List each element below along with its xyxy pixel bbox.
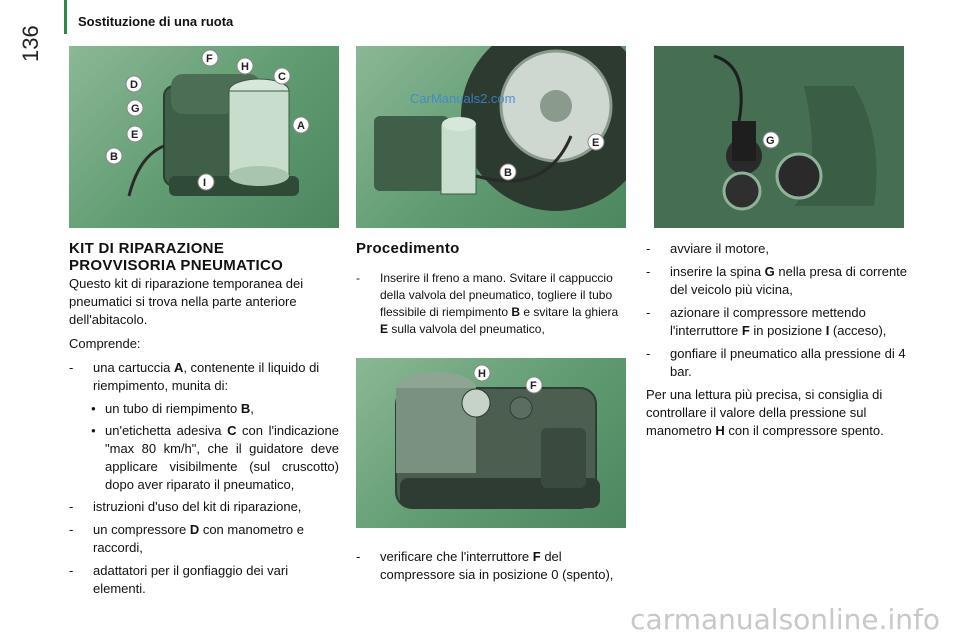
socket-drawing [654, 46, 904, 228]
compressor-closeup-illustration [356, 358, 626, 528]
procedure-heading: Procedimento [356, 240, 460, 257]
label-b: B [504, 167, 512, 179]
list-item: - una cartuccia A, contenente il liquido di riempimento, munita di: [69, 359, 339, 395]
compressor-drawing [356, 358, 626, 528]
label-i: I [203, 177, 207, 189]
power-socket-illustration [654, 46, 904, 228]
label-f: F [530, 380, 537, 392]
procedure-step: - gonfiare il pneumatico alla pressione di 4 bar. [646, 345, 908, 381]
label-c: C [278, 71, 286, 83]
list-item: - un compressore D con manometro e raccordi, [69, 521, 339, 557]
procedure-column-lower [356, 548, 628, 589]
wheel-drawing [356, 46, 626, 228]
label-e: E [592, 137, 600, 149]
page-number: 136 [18, 25, 43, 62]
watermark: carmanualsonline.info [630, 603, 940, 636]
list-item: ● un'etichetta adesiva C con l'indicazione "max 80 km/h", che il guidatore deve applicare visibilmente (sul cruscotto) dopo aver riparato il pneumatico, [69, 422, 339, 494]
kit-description-column [69, 240, 339, 603]
header-accent-bar [64, 0, 67, 34]
label-e: E [131, 129, 139, 141]
section-title: Sostituzione di una ruota [78, 14, 234, 29]
kit-heading: KIT DI RIPARAZIONE PROVVISORIA PNEUMATICO [69, 240, 284, 274]
procedure-continued-column [646, 240, 908, 446]
label-g: G [131, 103, 140, 115]
procedure-step: - avviare il motore, [646, 240, 908, 258]
repair-kit-illustration [69, 46, 339, 228]
label-h: H [241, 61, 249, 73]
label-b: B [110, 151, 118, 163]
label-g: G [766, 135, 775, 147]
procedure-step: - Inserire il freno a mano. Svitare il cappuccio della valvola del pneumatico, togliere il tubo flessibile di riempimento B e svitare la ghiera E sulla valvola del pneumatico, [356, 270, 628, 338]
list-item: - adattatori per il gonfiaggio dei vari elementi. [69, 562, 339, 598]
procedure-step: - azionare il compressore mettendo l'interruttore F in posizione I (acceso), [646, 304, 908, 340]
kit-intro: Questo kit di riparazione temporanea dei pneumatici si trova nella parte anteriore dell'abitacolo. [69, 276, 304, 327]
repair-kit-drawing [69, 46, 339, 228]
pressure-note: Per una lettura più precisa, si consiglia di controllare il valore della pressione sul manometro H con il compressore spento. [646, 387, 884, 438]
list-item: - istruzioni d'uso del kit di riparazione, [69, 498, 339, 516]
label-h: H [478, 368, 486, 380]
procedure-step: - inserire la spina G nella presa di corrente del veicolo più vicina, [646, 263, 908, 299]
procedure-column [356, 240, 628, 343]
image-overlay-text: CarManuals2.com [410, 91, 516, 106]
label-f: F [206, 53, 213, 65]
kit-contents-label: Comprende: [69, 336, 141, 351]
wheel-inflation-illustration [356, 46, 626, 228]
label-a: A [297, 120, 305, 132]
list-item: ● un tubo di riempimento B, [69, 400, 339, 418]
procedure-step: - verificare che l'interruttore F del compressore sia in posizione 0 (spento), [356, 548, 628, 584]
label-d: D [130, 79, 138, 91]
